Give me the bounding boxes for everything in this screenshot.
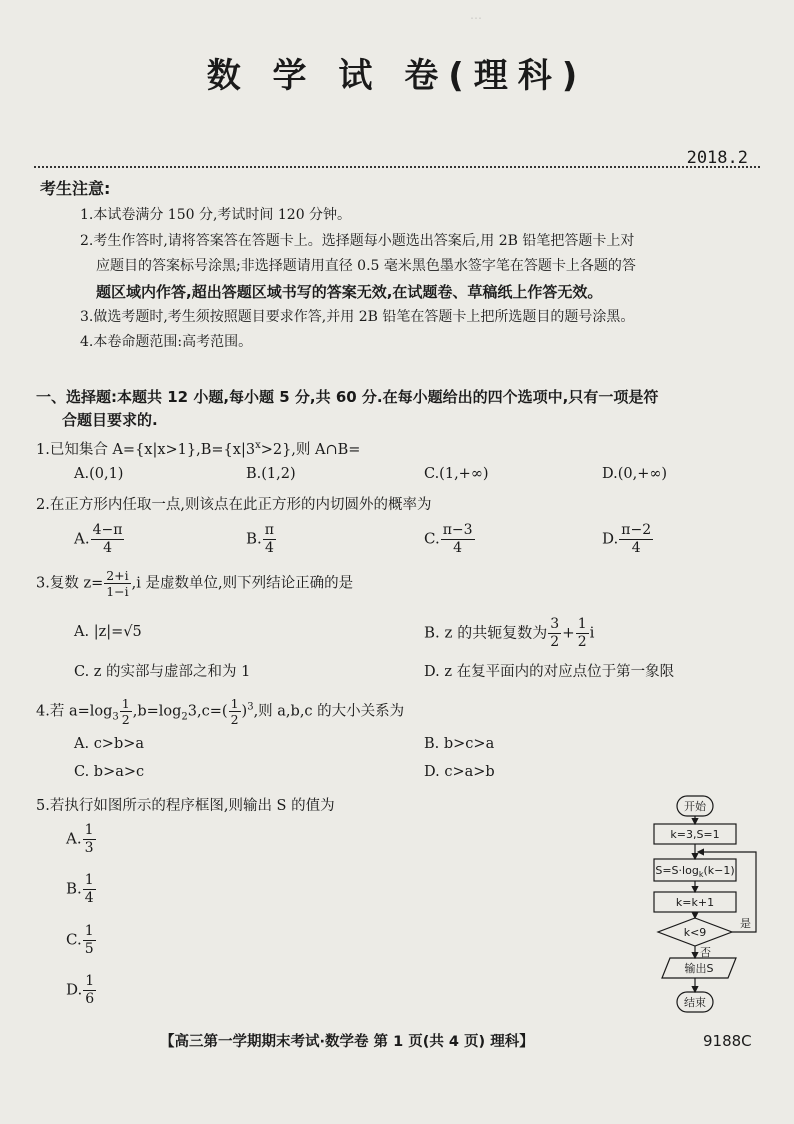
notice-heading: 考生注意:: [40, 179, 111, 198]
notice-item-3: 3.做选考题时,考生须按照题目要求作答,并用 2B 铅笔在答题卡上把所选题目的题号涂黑。: [80, 309, 635, 325]
notice-item-2-cont-bold: 题区域内作答,超出答题区域书写的答案无效,在试题卷、草稿纸上作答无效。: [96, 283, 603, 301]
question-4-option-a: A. c>b>a: [74, 736, 145, 752]
question-4-option-d: D. c>a>b: [424, 764, 495, 780]
question-2-option-b: B. $\frac{\pi}{4}$: [246, 522, 274, 556]
question-1-option-a: A.(0,1): [74, 466, 124, 482]
question-3-option-c: C. z 的实部与虚部之和为 1: [74, 664, 251, 680]
fraction: $\frac{1}{3}$: [84, 822, 94, 856]
fraction: $\frac{1}{2}$: [577, 616, 587, 650]
flow-update-s-label: $S=S\cdot\log_k(k-1)$: [655, 864, 735, 879]
question-3-stem: 3.复数 z= $\frac{2+i}{1-i}$ ,i 是虚数单位,则下列结论正确的是: [36, 568, 354, 599]
exam-date: 2018.2: [686, 148, 748, 168]
section-heading-line2: 合题目要求的.: [62, 411, 158, 429]
bleed-through-text: …: [470, 8, 482, 22]
question-1-option-b: B.(1,2): [246, 466, 296, 482]
question-2-option-a: A. $\frac{4-\pi}{4}$: [74, 522, 123, 556]
question-3-option-d: D. z 在复平面内的对应点位于第一象限: [424, 664, 675, 680]
fraction: $\frac{3}{2}$: [550, 616, 560, 650]
fraction: $\frac{\pi-2}{4}$: [621, 522, 652, 556]
flow-increment-label: k=k+1: [675, 896, 715, 909]
question-5-option-b: B. $\frac{1}{4}$: [66, 872, 94, 906]
question-3-option-a: A. |z|=√5: [74, 624, 142, 640]
flow-output-label: 输出S: [684, 962, 714, 975]
fraction: $\frac{1}{2}$: [230, 696, 239, 727]
flow-condition-label: k<9: [683, 926, 707, 939]
question-1-option-c: C.(1,+∞): [424, 466, 489, 482]
flow-init-label: k=3,S=1: [670, 828, 720, 841]
question-2-option-d: D. $\frac{\pi-2}{4}$: [602, 522, 652, 556]
notice-item-2: 2.考生作答时,请将答案答在答题卡上。选择题每小题选出答案后,用 2B 铅笔把答题卡上对: [80, 233, 635, 249]
question-4-stem: 4.若 $a=\log_3$ $\frac{1}{2}$ $,b=\log_23,c=$( $\frac{1}{2}$ )$^3$,则 a,b,c 的大小关系为: [36, 696, 405, 727]
header-divider: [34, 166, 760, 168]
question-5-option-a: A. $\frac{1}{3}$: [66, 822, 94, 856]
fraction: $\frac{\pi-3}{4}$: [442, 522, 473, 556]
fraction: $\frac{2+i}{1-i}$: [106, 568, 129, 599]
fraction: $\frac{\pi}{4}$: [264, 522, 274, 556]
flow-end-label: 结束: [684, 996, 706, 1009]
page-footer: 【高三第一学期期末考试·数学卷 第 1 页(共 4 页) 理科】: [160, 1034, 534, 1050]
question-5-option-d: D. $\frac{1}{6}$: [66, 973, 95, 1007]
question-2-stem: 2.在正方形内任取一点,则该点在此正方形的内切圆外的概率为: [36, 497, 432, 513]
page-title: 数 学 试 卷(理科): [206, 56, 588, 96]
notice-item-1: 1.本试卷满分 150 分,考试时间 120 分钟。: [80, 207, 352, 223]
question-4-option-b: B. b>c>a: [424, 736, 495, 752]
flowchart-svg: [640, 792, 770, 1024]
question-5-option-c: C. $\frac{1}{5}$: [66, 923, 94, 957]
question-4-option-c: C. b>a>c: [74, 764, 145, 780]
question-1-stem: 1.已知集合 $A=\{x|x>1\},B=\{x|3^x>2\}$,则 A∩B=: [36, 440, 361, 458]
notice-item-2-cont: 应题目的答案标号涂黑;非选择题请用直径 0.5 毫米黑色墨水签字笔在答题卡上各题的答: [96, 258, 636, 274]
section-heading-line1: 一、选择题:本题共 12 小题,每小题 5 分,共 60 分.在每小题给出的四个选项中,只有一项是符: [36, 388, 659, 406]
notice-item-4: 4.本卷命题范围:高考范围。: [80, 334, 253, 350]
fraction: $\frac{1}{5}$: [84, 923, 94, 957]
program-flowchart: [640, 792, 770, 1028]
fraction: $\frac{1}{6}$: [85, 973, 95, 1007]
fraction: $\frac{4-\pi}{4}$: [92, 522, 123, 556]
flow-no-label: 否: [700, 946, 711, 959]
question-5-stem: 5.若执行如图所示的程序框图,则输出 S 的值为: [36, 798, 335, 814]
exam-code: 9188C: [703, 1032, 752, 1050]
flow-start-label: 开始: [684, 800, 706, 813]
question-1-option-d: D.(0,+∞): [602, 466, 668, 482]
flow-yes-label: 是: [740, 917, 751, 930]
question-2-option-c: C. $\frac{\pi-3}{4}$: [424, 522, 473, 556]
fraction: $\frac{1}{4}$: [84, 872, 94, 906]
question-3-option-b: B. z 的共轭复数为 $\frac{3}{2}$ + $\frac{1}{2}$ i: [424, 616, 595, 650]
fraction: $\frac{1}{2}$: [121, 696, 130, 727]
